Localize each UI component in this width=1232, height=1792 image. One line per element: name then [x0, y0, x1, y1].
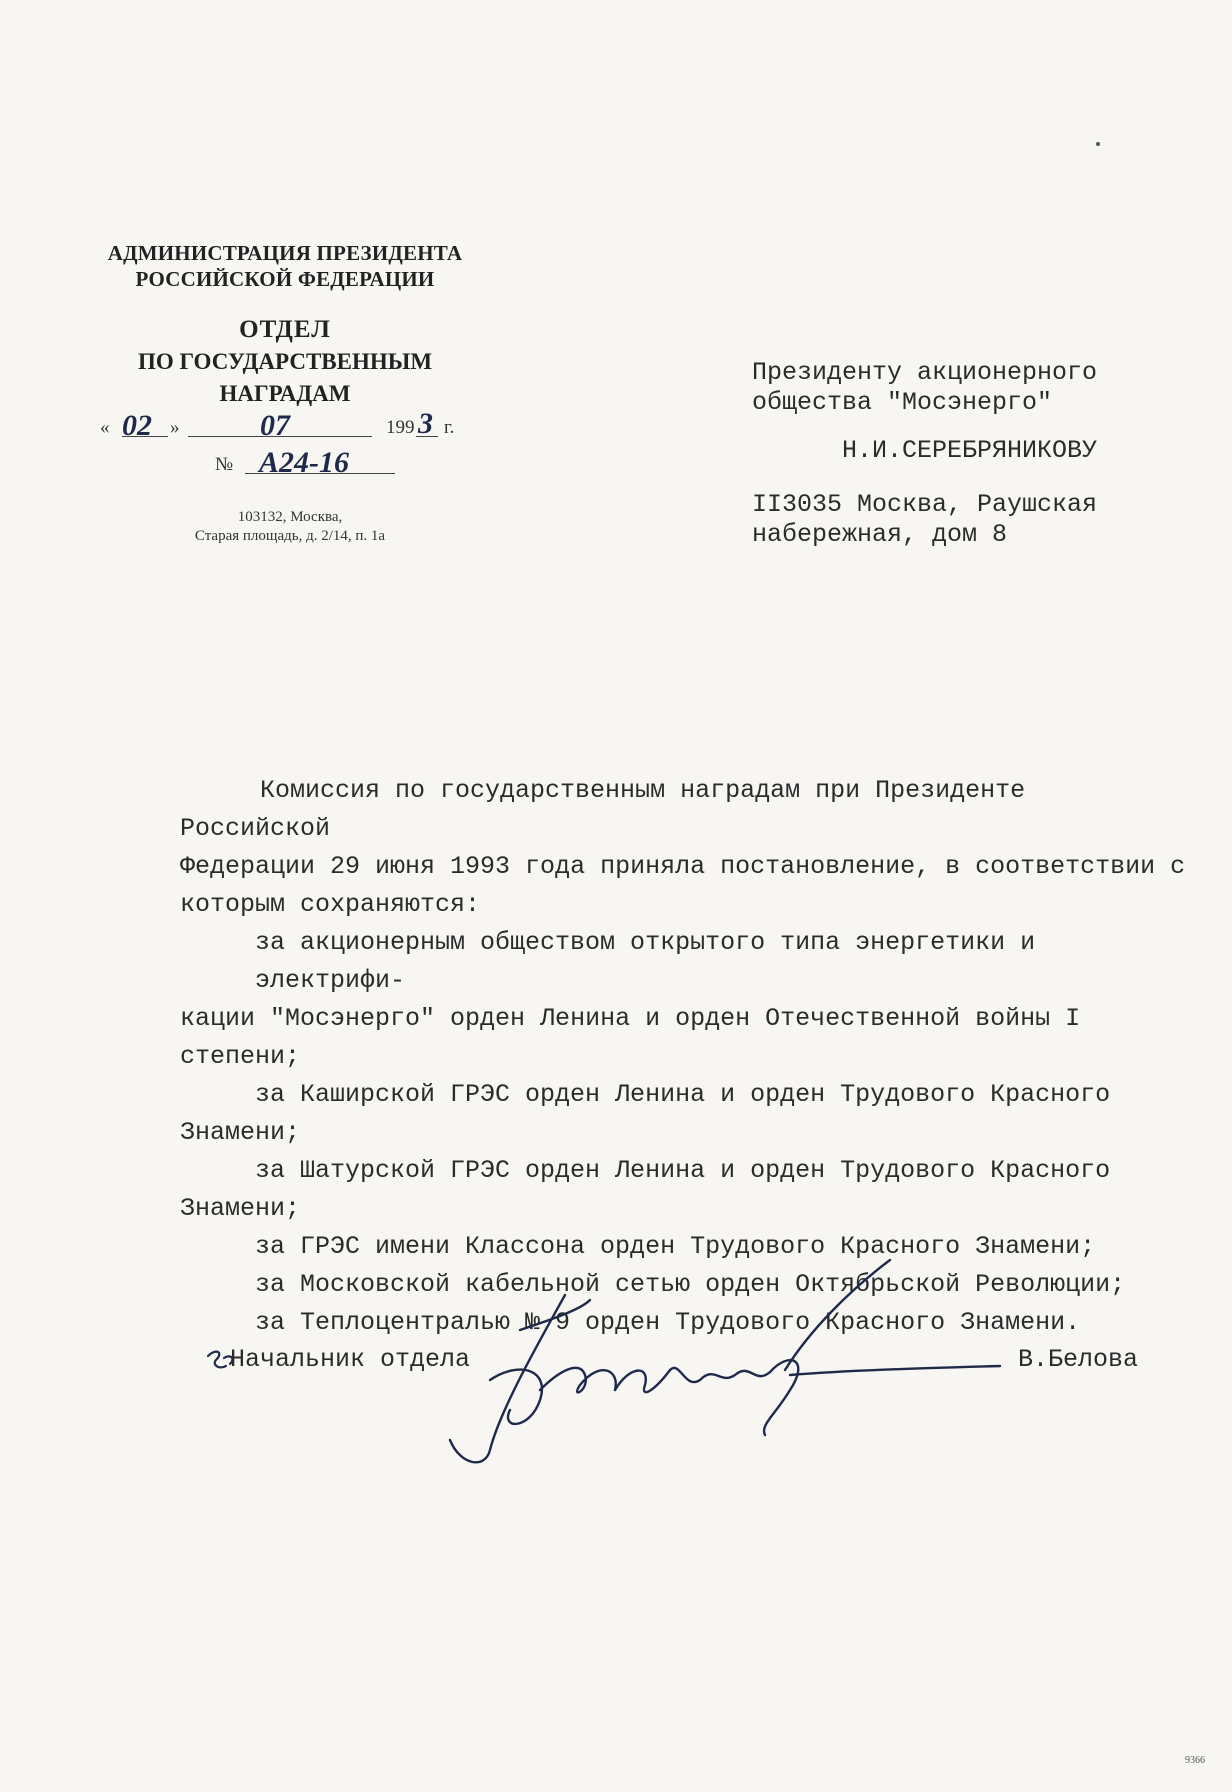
day-underline — [122, 436, 168, 437]
intro-line-2: Федерации 29 июня 1993 года приняла постановление, в соответствии с — [180, 852, 1186, 881]
recipient-address-line-2: набережная, дом 8 — [752, 520, 1008, 549]
item-4: за ГРЭС имени Классона орден Трудового Красного Знамени; — [255, 1232, 1096, 1261]
item-1-line-2: кации "Мосэнерго" орден Ленина и орден Отечественной войны I степени; — [180, 1004, 1081, 1071]
number-label: № — [215, 454, 234, 475]
sender-address-line-1: 103132, Москва, — [237, 509, 343, 525]
date-day: 02 — [122, 409, 152, 442]
dept-line-1: ОТДЕЛ — [239, 316, 331, 343]
date-open-quote: « — [100, 417, 110, 438]
recipient-block — [752, 358, 1192, 550]
item-3-line-2: Знамени; — [180, 1194, 301, 1223]
scan-speck — [1096, 142, 1100, 146]
recipient-address-line-1: II3035 Москва, Раушская — [752, 490, 1098, 519]
signatory-title: Начальник отдела — [230, 1345, 471, 1374]
administration-heading — [90, 240, 480, 292]
dept-line-2: ПО ГОСУДАРСТВЕННЫМ НАГРАДАМ — [137, 349, 433, 406]
date-year-prefix: 199 — [386, 417, 415, 438]
date-year-suffix: г. — [444, 417, 455, 438]
handwritten-signature — [430, 1250, 1010, 1480]
signatory-name: В.Белова — [1018, 1345, 1139, 1374]
recipient-line-1: Президенту акционерного — [752, 358, 1098, 387]
year-underline — [416, 436, 438, 437]
sender-address — [140, 508, 440, 546]
item-5: за Московской кабельной сетью орден Октябрьской Революции; — [255, 1270, 1126, 1299]
number-line — [215, 440, 455, 482]
item-1-line-1: за акционерным обществом открытого типа энергетики и электрифи- — [255, 928, 1036, 995]
date-line — [100, 405, 480, 445]
date-month: 07 — [260, 409, 290, 442]
admin-line-1: АДМИНИСТРАЦИЯ ПРЕЗИДЕНТА — [107, 241, 463, 265]
recipient-line-2: общества "Мосэнерго" — [752, 388, 1053, 417]
item-2-line-2: Знамени; — [180, 1118, 301, 1147]
recipient-name: Н.И.СЕРЕБРЯНИКОВУ — [842, 436, 1098, 465]
letterhead — [90, 240, 480, 410]
item-6: за Теплоцентралью № 9 орден Трудового Красного Знамени. — [255, 1308, 1081, 1337]
date-close-quote: » — [170, 417, 180, 438]
page-code: 9366 — [1185, 1755, 1205, 1766]
date-year-digit: 3 — [418, 407, 433, 440]
department-heading — [90, 314, 480, 410]
number-value: А24-16 — [259, 446, 349, 479]
admin-line-2: РОССИЙСКОЙ ФЕДЕРАЦИИ — [135, 267, 435, 291]
intro-line-1: Комиссия по государственным наградам при Президенте Российской — [180, 776, 1026, 843]
item-3-line-1: за Шатурской ГРЭС орден Ленина и орден Трудового Красного — [255, 1156, 1111, 1185]
item-2-line-1: за Каширской ГРЭС орден Ленина и орден Трудового Красного — [255, 1080, 1111, 1109]
intro-line-3: которым сохраняются: — [180, 890, 481, 919]
sender-address-line-2: Старая площадь, д. 2/14, п. 1а — [194, 528, 386, 544]
